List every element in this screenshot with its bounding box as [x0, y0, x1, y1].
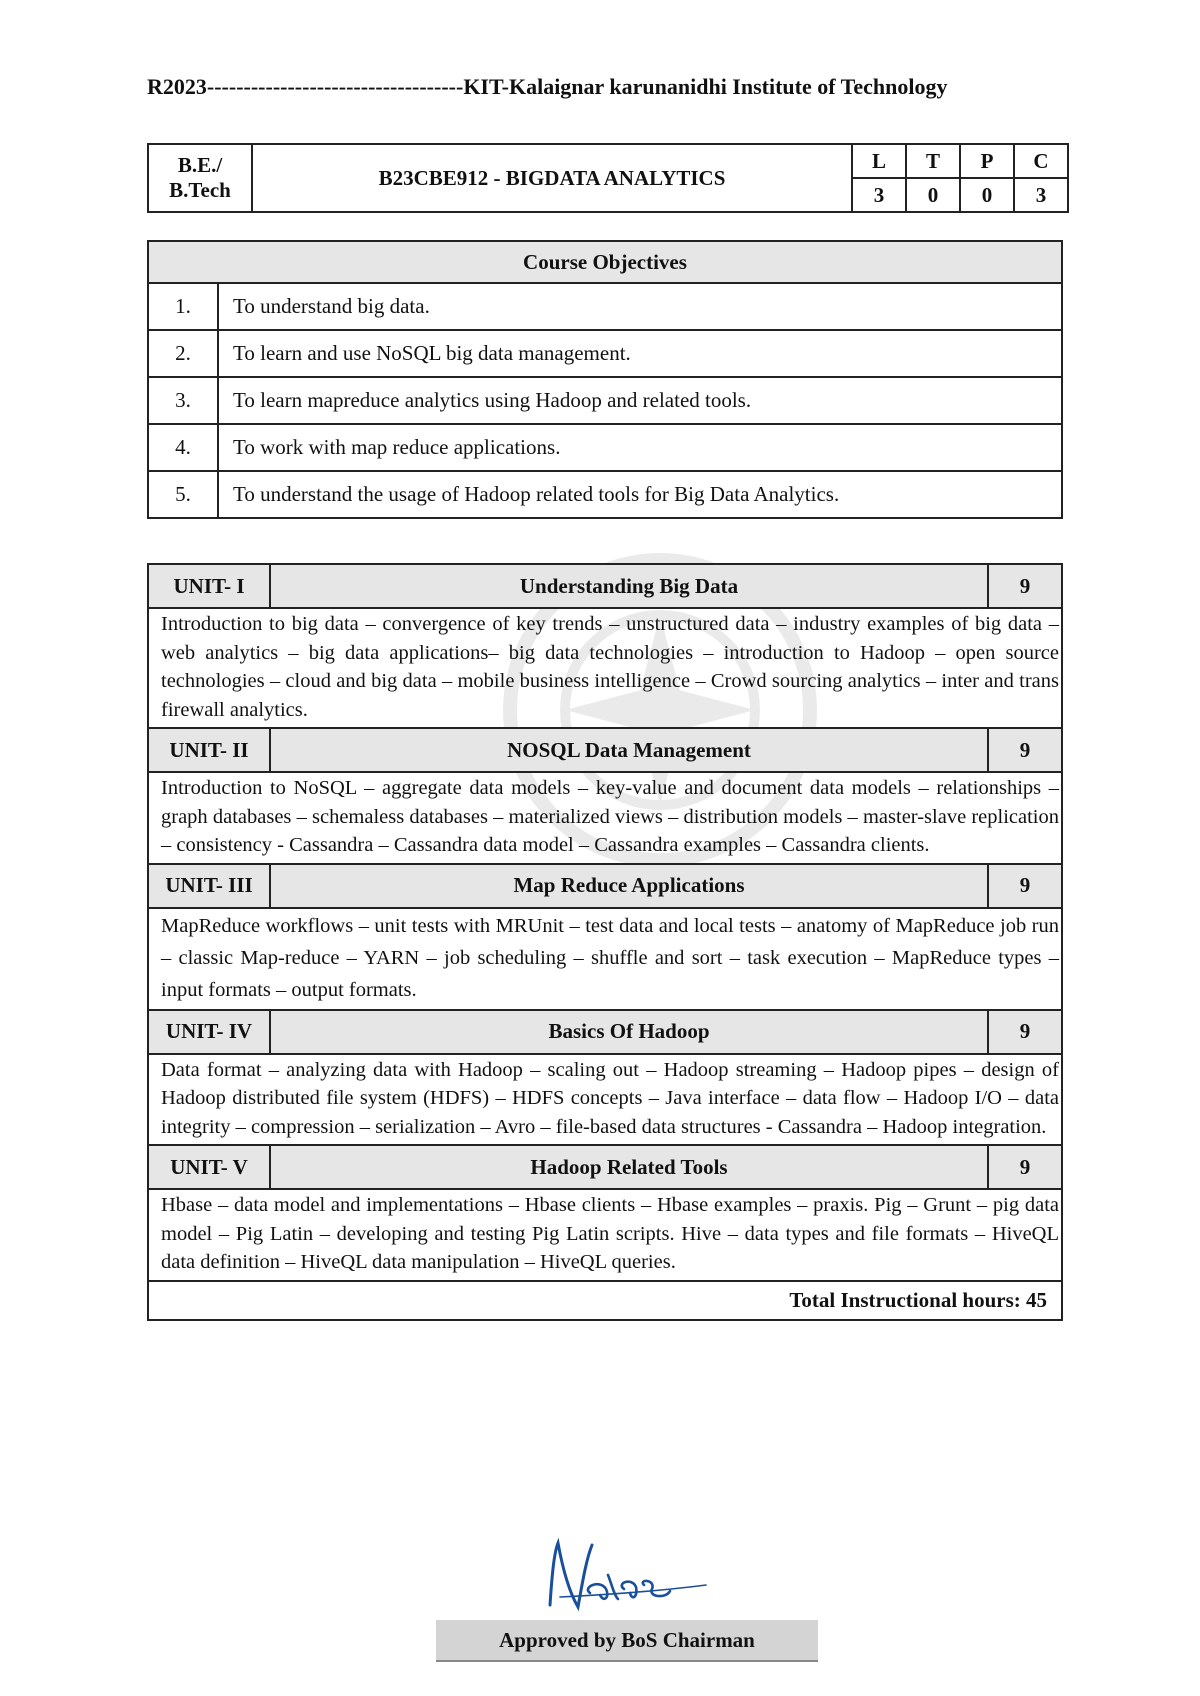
- unit-title: Basics Of Hadoop: [270, 1010, 988, 1054]
- objective-row: [148, 424, 1062, 471]
- unit-label: UNIT- IV: [148, 1010, 270, 1054]
- ltpc-header-t: T: [906, 144, 960, 178]
- unit-label: UNIT- I: [148, 564, 270, 608]
- unit-content: Data format – analyzing data with Hadoop – scaling out – Hadoop streaming – Hadoop pipes – design of Hadoop distributed file system (HDFS) – HDFS concepts – Java interface – data flow – Hadoop I/O – data integrity – compression – serialization – Avro – file-based data structures - Cassandra – Hadoop integration.: [148, 1054, 1062, 1146]
- unit-label: UNIT- III: [148, 864, 270, 908]
- ltpc-header-c: C: [1014, 144, 1068, 178]
- course-title: B23CBE912 - BIGDATA ANALYTICS: [252, 144, 852, 212]
- objective-number: 2.: [148, 330, 218, 377]
- syllabus-units-table: [147, 563, 1063, 1321]
- objective-text: To understand big data.: [218, 283, 1062, 330]
- unit-header-row: [148, 1145, 1062, 1189]
- ltpc-value-l: 3: [852, 178, 906, 212]
- unit-content: Introduction to NoSQL – aggregate data models – key-value and document data models – relationships – graph databases – schemaless databases – materialized views – distribution models – master-slave replication – consistency - Cassandra – Cassandra data model – Cassandra examples – Cassandra clients.: [148, 772, 1062, 864]
- unit-hours: 9: [988, 1010, 1062, 1054]
- unit-hours: 9: [988, 728, 1062, 772]
- degree-line-1: B.E./: [177, 153, 223, 177]
- unit-title: Hadoop Related Tools: [270, 1145, 988, 1189]
- objective-number: 5.: [148, 471, 218, 518]
- unit-header-row: [148, 728, 1062, 772]
- unit-hours: 9: [988, 864, 1062, 908]
- unit-hours: 9: [988, 564, 1062, 608]
- approval-label: Approved by BoS Chairman: [436, 1620, 818, 1662]
- document-header: [147, 74, 1057, 100]
- objective-text: To understand the usage of Hadoop related tools for Big Data Analytics.: [218, 471, 1062, 518]
- ltpc-value-c: 3: [1014, 178, 1068, 212]
- unit-content: Introduction to big data – convergence of key trends – unstructured data – industry examples of big data – web analytics – big data applications– big data technologies – introduction to Hadoop – open source technologies – cloud and big data – mobile business intelligence – Crowd sourcing analytics – inter and trans firewall analytics.: [148, 608, 1062, 728]
- unit-hours: 9: [988, 1145, 1062, 1189]
- total-instructional-hours: Total Instructional hours: 45: [148, 1281, 1062, 1320]
- unit-header-row: [148, 564, 1062, 608]
- unit-label: UNIT- V: [148, 1145, 270, 1189]
- ltpc-header-p: P: [960, 144, 1014, 178]
- unit-title: Understanding Big Data: [270, 564, 988, 608]
- unit-content: MapReduce workflows – unit tests with MRUnit – test data and local tests – anatomy of MapReduce job run – classic Map-reduce – YARN – job scheduling – shuffle and sort – task execution – MapReduce types – input formats – output formats.: [148, 908, 1062, 1010]
- ltpc-header-l: L: [852, 144, 906, 178]
- objective-row: [148, 377, 1062, 424]
- unit-header-row: [148, 864, 1062, 908]
- objective-row: [148, 330, 1062, 377]
- objective-row: [148, 283, 1062, 330]
- header-dashes: -----------------------------------: [206, 74, 464, 99]
- objective-number: 3.: [148, 377, 218, 424]
- degree-cell: [148, 144, 252, 212]
- objective-number: 1.: [148, 283, 218, 330]
- ltpc-value-t: 0: [906, 178, 960, 212]
- course-info-table: [147, 143, 1069, 213]
- regulation-code: R2023: [147, 74, 207, 99]
- unit-title: Map Reduce Applications: [270, 864, 988, 908]
- unit-title: NOSQL Data Management: [270, 728, 988, 772]
- degree-line-2: B.Tech: [169, 178, 231, 202]
- course-objectives-table: [147, 240, 1063, 519]
- institute-name: KIT-Kalaignar karunanidhi Institute of Technology: [463, 74, 948, 99]
- unit-content: Hbase – data model and implementations – Hbase clients – Hbase examples – praxis. Pig – Grunt – pig data model – Pig Latin – developing and testing Pig Latin scripts. Hive – data types and file formats – HiveQL data definition – HiveQL data manipulation – HiveQL queries.: [148, 1189, 1062, 1281]
- objective-row: [148, 471, 1062, 518]
- objective-text: To learn mapreduce analytics using Hadoop and related tools.: [218, 377, 1062, 424]
- unit-header-row: [148, 1010, 1062, 1054]
- unit-label: UNIT- II: [148, 728, 270, 772]
- objective-number: 4.: [148, 424, 218, 471]
- objectives-heading: Course Objectives: [148, 241, 1062, 283]
- ltpc-value-p: 0: [960, 178, 1014, 212]
- objective-text: To work with map reduce applications.: [218, 424, 1062, 471]
- chairman-signature: [520, 1535, 730, 1625]
- objective-text: To learn and use NoSQL big data management.: [218, 330, 1062, 377]
